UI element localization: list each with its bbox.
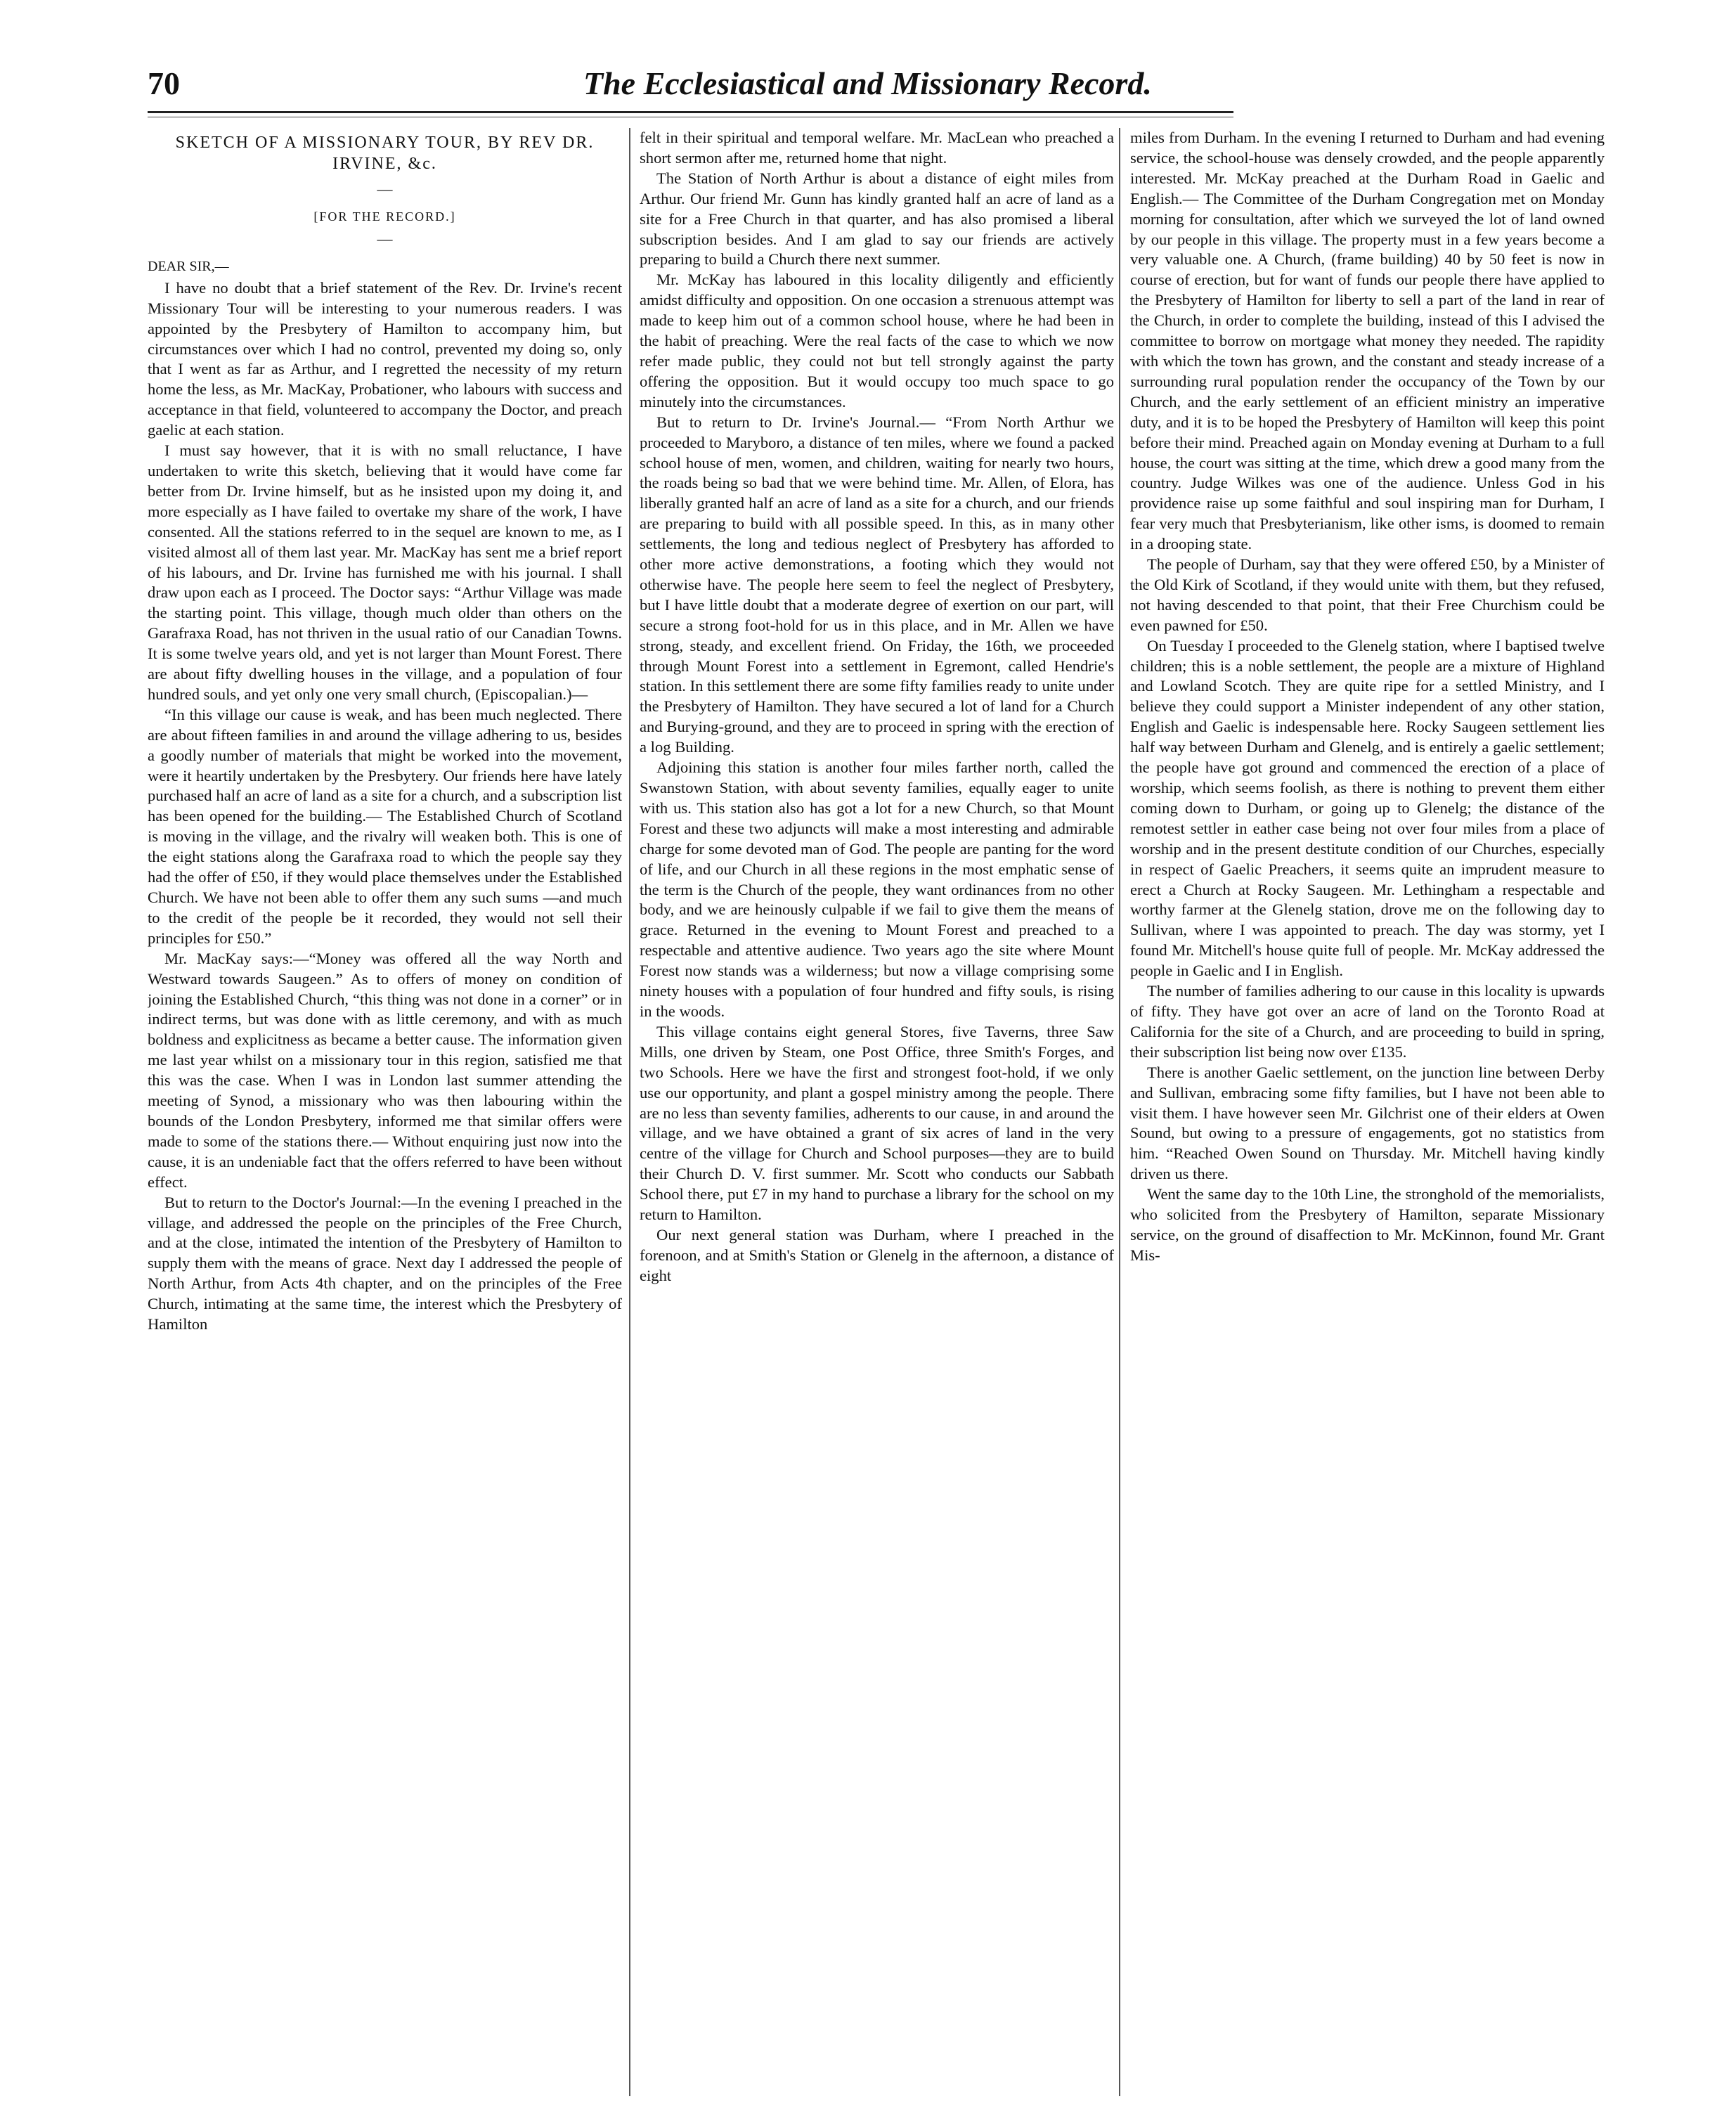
paragraph: Our next general station was Durham, where I preached in the forenoon, and at Smith's Station or Glenelg in the afternoon, a distance of eight: [640, 1225, 1114, 1284]
paragraph: miles from Durham. In the evening I returned to Durham and had evening service, the school-house was densely crowded, and the people apparently interested. Mr. McKay preached at the Durham Road in Gaelic and English.— The Committee of the Durham Congregation met on Monday morning for consultation, after which we surveyed the lot of land owned by our people in this village. The property must in a few years become a very valuable one. A Church, (frame building) 40 by 50 feet is now in course of erection, but for want of funds our people there have applied to the Presbytery of Hamilton for liberty to sell a part of the land in rear of the Church, in order to complete the building, instead of this I advised the committee to borrow on mortgage what money they needed. The rapidity with which the town has grown, and the constant and steady increase of a surrounding rural population render the occupancy of the Town by our Church, and the early settlement of an efficient ministry an imperative duty, and it is to be hoped the Presbytery of Hamilton will keep this point before their mind. Preached again on Monday evening at Durham to a full house, the court was sitting at the time, which drew a good many from the country. Judge Wilkes was one of the audience. Unless God in his providence raise up some faithful and soul inspiring man for Durham, I fear very much that Presbyterianism, like other isms, is doomed to remain in a drooping state.: [1130, 129, 1605, 553]
paragraph: On Tuesday I proceeded to the Glenelg station, where I baptised twelve children; this is a noble settlement, the people are a mixture of Highland and Lowland Scotch. They are quite ripe for a settled Ministry, and I believe they could support a Minister independent of any other station, English and Gaelic is indespensable here. Rocky Saugeen settlement lies half way between Durham and Glenelg, and is entirely a gaelic settlement; the people have got ground and commenced the erection of a place of worship, which seems foolish, as there is nothing to prevent them either coming down to Durham, or going up to Glenelg; the distance of the remotest settler in eather case being not over four miles from a place of worship and in the present destitute condition of our Churches, especially in respect of Gaelic Preachers, it seems quite an imprudent measure to erect a Church at Rocky Saugeen. Mr. Lethingham a respectable and worthy farmer at the Glenelg station, drove me on the following day to Sullivan, where I was appointed to preach. The day was stormy, yet I found Mr. Mitchell's house quite full of people. Mr. McKay addressed the people in Gaelic and I in English.: [1130, 636, 1605, 980]
article-source: [FOR THE RECORD.]: [313, 209, 456, 224]
paragraph: Mr. McKay has laboured in this locality diligently and efficiently amidst difficulty and opposition. On one occasion a strenuous attempt was made to keep him out of a common school house, where he had been in the habit of preaching. Were the real facts of the case to which we now refer made public, they could not but tell strongly against the party offering the opposition. But it would occupy too much space to go minutely into the circumstances.: [640, 271, 1114, 411]
column-divider: [1119, 128, 1120, 2096]
paragraph: Mr. MacKay says:—“Money was offered all the way North and Westward towards Saugeen.” As to offers of money on condition of joining the Established Church, “this thing was not done in a corner” or in indirect terms, but was done with as little ceremony, and with as much boldness and explicitness as became a better cause. The information given me last year whilst on a missionary tour in this region, satisfied me that this was the case. When I was in London last summer attending the meeting of Synod, a missionary who was then labouring within the bounds of the London Presbytery, informed me that similar offers were made to some of the stations there.— Without enquiring just now into the cause, it is an undeniable fact that the offers referred to have been without effect.: [148, 949, 622, 1191]
column-2: [640, 128, 1114, 2096]
paragraph: But to return to Dr. Irvine's Journal.— “From North Arthur we proceeded to Maryboro, a distance of ten miles, where we found a packed school house of men, women, and children, waiting for nearly two hours, the roads being so bad that we were behind time. Mr. Allen, of Elora, has liberally granted half an acre of land as a site for a church, and our friends are preparing to build with all possible speed. In this, as in many other settlements, the long and tedious neglect of Presbytery has afforded to other more active demonstrations, a footing which they would not otherwise have. The people here seem to feel the neglect of Presbytery, but I have little doubt that a moderate degree of exertion on our part, will secure a strong foot-hold for us in this place, and in Mr. Allen we have strong, steady, and excellent friend. On Friday, the 16th, we proceeded through Mount Forest into a settlement in Egremont, called Hendrie's station. In this settlement there are some fifty families ready to unite under the Presbytery of Hamilton. They have secured a lot of land for a Church and Burying-ground, and they are to proceed in spring with the erection of a log Building.: [640, 413, 1114, 756]
paragraph: The people of Durham, say that they were offered £50, by a Minister of the Old Kirk of Scotland, if they would unite with them, but they refused, not having descended to that point, that their Free Churchism could be even pawned for £50.: [1130, 555, 1605, 634]
paragraph: The Station of North Arthur is about a distance of eight miles from Arthur. Our friend Mr. Gunn has kindly granted half an acre of land as a site for a Free Church in that quarter, and has also promised a liberal subscription besides. And I am glad to say our friends are actively preparing to build a Church there next summer.: [640, 169, 1114, 269]
paragraph: I have no doubt that a brief statement of the Rev. Dr. Irvine's recent Missionary Tour will be interesting to your numerous readers. I was appointed by the Presbytery of Hamilton to accompany him, but circumstances over which I had no control, prevented my doing so, only that I went as far as Arthur, and I regretted the necessity of my return home the less, as Mr. MacKay, Probationer, who labours with success and acceptance in that field, volunteered to accompany the Doctor, and preach gaelic at each station.: [148, 278, 622, 439]
page-header: [148, 65, 1233, 107]
column-divider: [629, 128, 630, 2096]
paragraph: “In this village our cause is weak, and has been much neglected. There are about fifteen families in and around the village adhering to us, besides a goodly number of materials that might be worked into the movement, were it heartily undertaken by the Presbytery. Our friends here have lately purchased half an acre of land as a site for a church, and a subscription list has been opened for the building.— The Established Church of Scotland is moving in the village, and the rivalry will weaken both. This is one of the eight stations along the Garafraxa road to which the people say they had the offer of £50, if they would place themselves under the Established Church. We have not been able to offer them any such sums —and much to the credit of the people be it recorded, they would not sell their principles for £50.”: [148, 705, 622, 947]
paragraph: I must say however, that it is with no small reluctance, I have undertaken to write this sketch, believing that it would have come far better from Dr. Irvine himself, but as he insisted upon my doing it, and more especially as I have failed to overtake my share of the work, I have consented. All the stations referred to in the sequel are known to me, as I visited almost all of them last year. Mr. MacKay has sent me a brief report of his labours, and Dr. Irvine has furnished me with his journal. I shall draw upon each as I proceed. The Doctor says: “Arthur Village was made the starting point. This village, though much older than others on the Garafraxa Road, has not thriven in the usual ratio of our Canadian Towns. It is some twelve years old, and yet is not larger than Mount Forest. There are about fifty dwelling houses in the village, and a population of four hundred souls, and yet only one very small church, (Episcopalian.)—: [148, 441, 622, 703]
paragraph: This village contains eight general Stores, five Taverns, three Saw Mills, one driven by Steam, one Post Office, three Smith's Forges, and two Schools. Here we have the first and strongest foot-hold, if we only use our opportunity, and plant a gospel ministry among the people. There are no less than seventy families, adherents to our cause, in and around the village, and we have obtained a grant of six acres of land in the very centre of the village for Church and School purposes—they are to build their Church D. V. first summer. Mr. Scott who conducts our Sabbath School there, put £7 in my hand to purchase a library for the school on my return to Hamilton.: [640, 1022, 1114, 1224]
column-3: [1130, 128, 1605, 2096]
paragraph: There is another Gaelic settlement, on the junction line between Derby and Sullivan, embracing some fifty families, but I have not been able to visit them. I have however seen Mr. Gilchrist one of their elders at Owen Sound, but owing to a pressure of engagements, got no statistics from him. “Reached Owen Sound on Thursday. Mr. Mitchell having kindly driven us there.: [1130, 1063, 1605, 1183]
page-number: 70: [148, 65, 180, 101]
title-dash: —: [377, 180, 393, 198]
source-dash: —: [377, 229, 393, 247]
article-title: SKETCH OF A MISSIONARY TOUR, BY REV DR. IRVINE, &c.: [175, 134, 595, 173]
paragraph: felt in their spiritual and temporal welfare. Mr. MacLean who preached a short sermon after me, returned home that night.: [640, 129, 1114, 167]
paragraph: But to return to the Doctor's Journal:—In the evening I preached in the village, and addressed the people on the principles of the Free Church, and at the close, intimated the intention of the Presbytery of Hamilton to supply them with the means of grace. Next day I addressed the people of North Arthur, from Acts 4th chapter, and on the principles of the Free Church, intimating at the same time, the interest which the Presbytery of Hamilton: [148, 1193, 622, 1333]
paragraph: The number of families adhering to our cause in this locality is upwards of fifty. They have got over an acre of land on the Toronto Road at California for the site of a Church, and are proceeding to build in spring, their subscription list being now over £135.: [1130, 982, 1605, 1061]
paragraph: Went the same day to the 10th Line, the stronghold of the memorialists, who solicited from the Presbytery of Hamilton, separate Missionary service, on the ground of disaffection to Mr. McKinnon, found Mr. Grant Mis-: [1130, 1185, 1605, 1264]
column-1: [148, 128, 622, 2096]
paragraph: Adjoining this station is another four miles farther north, called the Swanstown Station, with about seventy families, equally eager to unite with us. This station also has got a lot for a new Church, so that Mount Forest and these two adjuncts will make a most interesting and admirable charge for some devoted man of God. The people are panting for the word of life, and our Church in all these regions in the most emphatic sense of the term is the Church of the people, they want ordinances from no other body, and we are heinously culpable if we fail to give them the means of grace. Returned in the evening to Mount Forest and preached to a respectable and attentive audience. Two years ago the site where Mount Forest now stands was a wilderness; but now a village comprising some ninety houses with a population of four hundred and fifty souls, is rising in the woods.: [640, 758, 1114, 1020]
header-rule: [148, 111, 1233, 113]
journal-title: The Ecclesiastical and Missionary Record.: [583, 65, 1152, 101]
salutation: DEAR SIR,—: [148, 258, 229, 274]
